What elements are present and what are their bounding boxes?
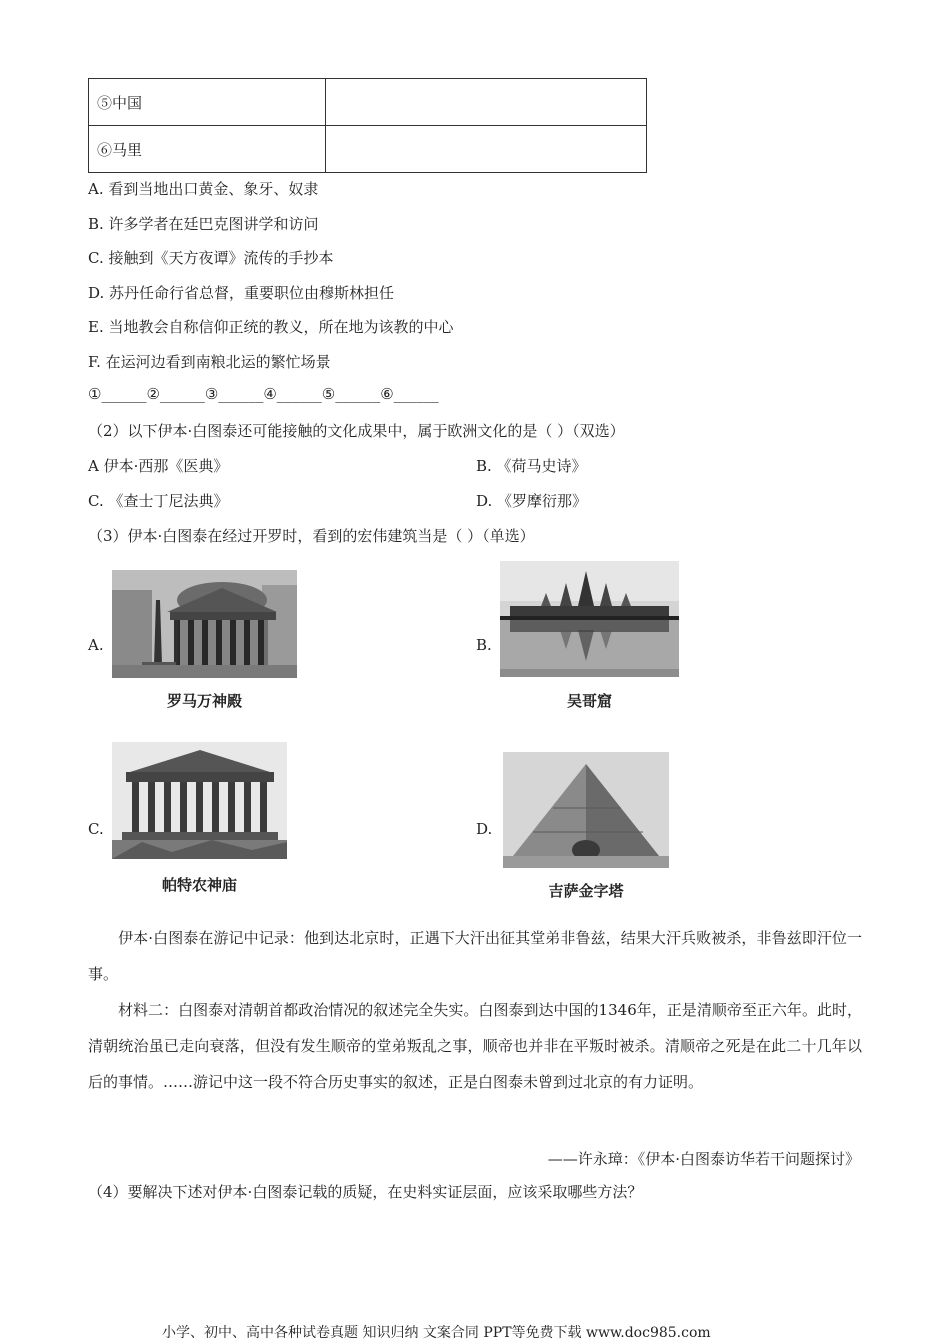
- q2-option-a[interactable]: A 伊本·西那《医典》: [88, 457, 229, 475]
- option-a: A. 看到当地出口黄金、象牙、奴隶: [88, 180, 319, 198]
- parthenon-image[interactable]: [112, 742, 287, 859]
- angkor-wat-image[interactable]: [500, 561, 679, 677]
- q2-option-b[interactable]: B. 《荷马史诗》: [476, 457, 587, 475]
- option-c: C. 接触到《天方夜谭》流传的手抄本: [88, 249, 334, 267]
- table-cell-label: ⑤中国: [89, 79, 326, 126]
- table-row: [89, 79, 647, 126]
- table-cell-answer[interactable]: [326, 126, 647, 173]
- table-row: [89, 126, 647, 173]
- option-f: F. 在运河边看到南粮北运的繁忙场景: [88, 353, 331, 371]
- q3-caption-a: 罗马万神殿: [166, 692, 242, 710]
- option-d: D. 苏丹任命行省总督，重要职位由穆斯林担任: [88, 284, 395, 302]
- answer-table: [88, 78, 647, 173]
- table-cell-label: ⑥马里: [89, 126, 326, 173]
- table-cell-answer[interactable]: [326, 79, 647, 126]
- q3-option-a-letter[interactable]: A.: [88, 636, 104, 654]
- question-3-stem: （3）伊本·白图泰在经过开罗时，看到的宏伟建筑当是（ ）（单选）: [88, 527, 535, 545]
- passage-1-text: 伊本·白图泰在游记中记录：他到达北京时，正遇下大汗出征其堂弟非鲁兹，结果大汗兵败被杀，非鲁兹即汗位一事。: [88, 929, 862, 983]
- q3-caption-b: 吴哥窟: [566, 692, 612, 710]
- pantheon-image[interactable]: [112, 570, 297, 678]
- q2-option-c[interactable]: C. 《查士丁尼法典》: [88, 492, 229, 510]
- answer-blanks[interactable]: ①______②______③______④______⑤______⑥______: [88, 385, 439, 403]
- option-e: E. 当地教会自称信仰正统的教义，所在地为该教的中心: [88, 318, 454, 336]
- giza-pyramid-image[interactable]: [503, 752, 669, 868]
- q2-option-d[interactable]: D. 《罗摩衍那》: [476, 492, 588, 510]
- question-2-stem: （2）以下伊本·白图泰还可能接触的文化成果中，属于欧洲文化的是（ ）（双选）: [88, 422, 625, 440]
- q3-caption-c: 帕特农神庙: [161, 876, 237, 894]
- q3-option-c-letter[interactable]: C.: [88, 820, 104, 838]
- q3-option-b-letter[interactable]: B.: [476, 636, 492, 654]
- footer-text[interactable]: 小学、初中、高中各种试卷真题 知识归纳 文案合同 PPT等免费下载 www.doc985.com: [162, 1325, 711, 1341]
- passage-2-text: 材料二：白图泰对清朝首都政治情况的叙述完全失实。白图泰到达中国的1346年，正是清顺帝至正六年。此时，清朝统治虽已走向衰落，但没有发生顺帝的堂弟叛乱之事，顺帝也并非在平叛时被杀。清顺帝之死是在此二十几年以后的事情。……游记中这一段不符合历史事实的叙述，正是白图泰未曾到过北京的有力证明。: [88, 1001, 862, 1091]
- q3-option-d-letter[interactable]: D.: [476, 820, 493, 838]
- q3-caption-d: 吉萨金字塔: [548, 882, 624, 900]
- passage-source: ——许永璋：《伊本·白图泰访华若干问题探讨》: [547, 1150, 860, 1168]
- passage-2: [88, 992, 862, 1100]
- question-4-stem: （4）要解决下述对伊本·白图泰记载的质疑，在史料实证层面，应该采取哪些方法？: [88, 1183, 643, 1201]
- passage-1: [88, 920, 862, 992]
- option-b: B. 许多学者在廷巴克图讲学和访问: [88, 215, 319, 233]
